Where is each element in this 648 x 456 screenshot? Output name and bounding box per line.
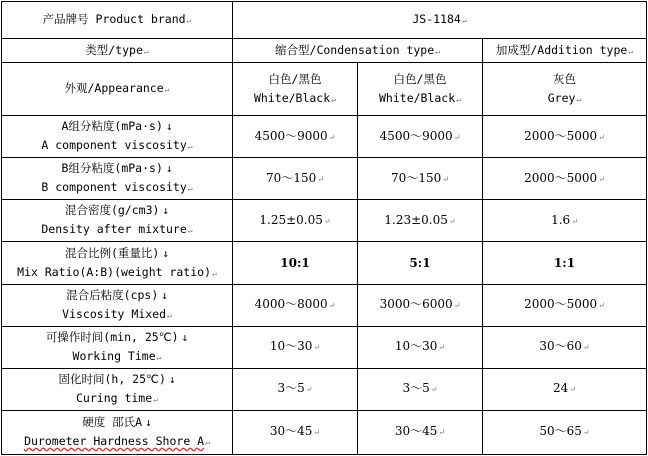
mix-ratio-row: [2, 242, 647, 284]
cell-value: 24: [553, 381, 569, 396]
cell-value: 5:1: [409, 255, 431, 270]
brand-label-cell: [2, 2, 233, 39]
curing-time-condensation-2-cell: [358, 368, 483, 410]
paragraph-mark-icon: ↵: [186, 16, 192, 26]
row-label-cn: 可操作时间(min, 25℃): [45, 329, 179, 344]
cell-value: 1.23±0.05: [384, 212, 448, 227]
paragraph-mark-icon: ↵: [430, 385, 438, 395]
paragraph-mark-icon: ↵: [305, 385, 313, 395]
working-time-condensation-2-cell: [358, 326, 483, 368]
row-label-cn: 固化时间(h, 25℃): [58, 371, 166, 386]
brand-value: JS-1184: [412, 12, 461, 27]
curing-time-row: [2, 368, 647, 410]
curing-time-condensation-1-cell: [233, 368, 358, 410]
row-label-en: Density after mixture: [41, 222, 187, 237]
type-row: [2, 39, 647, 63]
value-bottom: White/Black: [379, 90, 456, 105]
cell-value: 3～5: [277, 381, 305, 396]
value-top: 白色/黑色: [393, 71, 447, 86]
viscosity-mixed-addition-cell: [483, 284, 647, 326]
line-break-icon: ↓: [168, 372, 176, 386]
paragraph-mark-icon: ↵: [571, 216, 578, 226]
appearance-condensation-2-cell: [358, 63, 483, 116]
row-label-cn: 硬度 邵氏A: [82, 414, 143, 429]
paragraph-mark-icon: ↵: [438, 428, 446, 438]
paragraph-mark-icon: ↵: [453, 132, 461, 142]
row-label-cn: 混合比例(重量比): [65, 245, 160, 260]
paragraph-mark-icon: ↵: [598, 301, 605, 311]
paragraph-mark-icon: ↵: [143, 46, 149, 56]
paragraph-mark-icon: ↵: [598, 132, 605, 142]
row-label-en: Mix Ratio(A:B)(weight ratio): [17, 264, 212, 279]
paragraph-mark-icon: ↵: [313, 343, 321, 353]
b-viscosity-addition-cell: [483, 158, 647, 200]
line-break-icon: ↓: [165, 162, 173, 176]
paragraph-mark-icon: ↵: [628, 46, 634, 56]
paragraph-mark-icon: ↵: [448, 216, 456, 226]
a-viscosity-condensation-1-cell: [233, 116, 358, 158]
cell-value: 4000～8000: [254, 297, 328, 312]
value-top: 灰色: [553, 71, 576, 86]
spec-table: [1, 1, 647, 455]
mix-ratio-condensation-1-cell: [233, 242, 358, 284]
row-label-en: Curing time: [76, 390, 153, 405]
value-top: 白色/黑色: [268, 71, 322, 86]
a-viscosity-condensation-2-cell: [358, 116, 483, 158]
cell-value: 10:1: [280, 255, 310, 270]
brand-label: 产品牌号 Product brand: [42, 12, 186, 27]
mix-ratio-addition-cell: [483, 242, 647, 284]
working-time-label-cell: [2, 326, 233, 368]
cell-value: 2000～5000: [524, 297, 598, 312]
cell-value: 1.25±0.05: [259, 212, 323, 227]
density-row: [2, 200, 647, 242]
mix-ratio-condensation-2-cell: [358, 242, 483, 284]
paragraph-mark-icon: ↵: [598, 174, 605, 184]
brand-row: [2, 2, 647, 39]
cell-value: 2000～5000: [524, 170, 598, 185]
cell-value: 10～30: [394, 339, 438, 354]
cell-value: 1:1: [553, 255, 576, 270]
value-bottom: White/Black: [254, 90, 331, 105]
hardness-row: [2, 410, 647, 454]
paragraph-mark-icon: ↵: [187, 184, 193, 194]
line-break-icon: ↓: [181, 330, 189, 344]
cell-value: 3000～6000: [379, 297, 453, 312]
row-label-cn: 混合后粘度(cps): [66, 287, 159, 302]
b-viscosity-condensation-2-cell: [358, 158, 483, 200]
cell-value: 30～45: [394, 424, 438, 439]
curing-time-label-cell: [2, 368, 233, 410]
paragraph-mark-icon: ↵: [187, 142, 193, 152]
working-time-condensation-1-cell: [233, 326, 358, 368]
paragraph-mark-icon: ↵: [187, 226, 193, 236]
mix-ratio-label-cell: [2, 242, 233, 284]
paragraph-mark-icon: ↵: [205, 437, 210, 447]
row-label-en: Working Time: [72, 348, 156, 363]
paragraph-mark-icon: ↵: [442, 174, 449, 184]
b-viscosity-row: [2, 158, 647, 200]
value-bottom: Grey: [547, 90, 576, 105]
paragraph-mark-icon: ↵: [153, 394, 158, 404]
cell-value: 30～60: [539, 339, 582, 354]
paragraph-mark-icon: ↵: [331, 94, 336, 104]
paragraph-mark-icon: ↵: [164, 85, 170, 95]
paragraph-mark-icon: ↵: [582, 343, 590, 353]
working-time-row: [2, 326, 647, 368]
appearance-label-cell: [2, 63, 233, 116]
cell-value: 4500～9000: [254, 128, 328, 143]
density-condensation-2-cell: [358, 200, 483, 242]
line-break-icon: ↓: [165, 120, 173, 134]
addition-type-label: 加成型/Addition type: [495, 42, 628, 57]
addition-type-cell: [483, 39, 647, 63]
line-break-icon: ↓: [145, 415, 152, 429]
b-viscosity-label-cell: [2, 158, 233, 200]
paragraph-mark-icon: ↵: [453, 301, 461, 311]
cell-value: 2000～5000: [524, 128, 598, 143]
row-label-cn: B组分粘度(mPa·s): [61, 161, 163, 176]
paragraph-mark-icon: ↵: [435, 46, 440, 56]
a-viscosity-row: [2, 116, 647, 158]
b-viscosity-condensation-1-cell: [233, 158, 358, 200]
appearance-addition-cell: [483, 63, 647, 116]
paragraph-mark-icon: ↵: [323, 216, 331, 226]
cell-value: 10～30: [269, 339, 313, 354]
cell-value: 70～150: [266, 170, 317, 185]
paragraph-mark-icon: ↵: [582, 428, 590, 438]
paragraph-mark-icon: ↵: [328, 301, 336, 311]
appearance-condensation-1-cell: [233, 63, 358, 116]
a-viscosity-label-cell: [2, 116, 233, 158]
curing-time-addition-cell: [483, 368, 647, 410]
type-label-cell: [2, 39, 233, 63]
row-label-cn: A组分粘度(mPa·s): [61, 119, 163, 134]
cell-value: 1.6: [551, 212, 571, 227]
viscosity-mixed-label-cell: [2, 284, 233, 326]
cell-value: 30～45: [269, 424, 313, 439]
line-break-icon: ↓: [162, 246, 169, 260]
density-condensation-1-cell: [233, 200, 358, 242]
paragraph-mark-icon: ↵: [569, 385, 576, 395]
line-break-icon: ↓: [162, 204, 170, 218]
row-label-en: Viscosity Mixed: [62, 306, 167, 321]
hardness-condensation-1-cell: [233, 410, 358, 454]
row-label-en: Durometer Hardness Shore A: [24, 433, 205, 448]
line-break-icon: ↓: [161, 288, 168, 302]
paragraph-mark-icon: ↵: [576, 94, 582, 104]
density-addition-cell: [483, 200, 647, 242]
working-time-addition-cell: [483, 326, 647, 368]
cell-value: 4500～9000: [379, 128, 453, 143]
paragraph-mark-icon: ↵: [167, 310, 172, 320]
viscosity-mixed-condensation-2-cell: [358, 284, 483, 326]
viscosity-mixed-condensation-1-cell: [233, 284, 358, 326]
condensation-type-label: 缩合型/Condensation type: [275, 42, 435, 57]
paragraph-mark-icon: ↵: [313, 428, 321, 438]
a-viscosity-addition-cell: [483, 116, 647, 158]
row-label-en: A component viscosity: [41, 138, 187, 153]
paragraph-mark-icon: ↵: [456, 94, 461, 104]
paragraph-mark-icon: ↵: [328, 132, 336, 142]
hardness-label-cell: [2, 410, 233, 454]
viscosity-mixed-row: [2, 284, 647, 326]
row-label-cn: 混合密度(g/cm3): [64, 203, 160, 218]
density-label-cell: [2, 200, 233, 242]
paragraph-mark-icon: ↵: [438, 343, 446, 353]
row-label-cn: 外观/Appearance: [64, 81, 164, 96]
condensation-type-cell: [233, 39, 483, 63]
paragraph-mark-icon: ↵: [461, 16, 467, 26]
cell-value: 70～150: [391, 170, 442, 185]
paragraph-mark-icon: ↵: [317, 174, 324, 184]
type-label: 类型/type: [85, 42, 143, 57]
cell-value: 3～5: [402, 381, 430, 396]
appearance-row: [2, 63, 647, 116]
row-label-en: B component viscosity: [41, 180, 187, 195]
paragraph-mark-icon: ↵: [212, 268, 217, 278]
brand-value-cell: [233, 2, 647, 39]
hardness-condensation-2-cell: [358, 410, 483, 454]
paragraph-mark-icon: ↵: [156, 352, 162, 362]
hardness-addition-cell: [483, 410, 647, 454]
cell-value: 50～65: [539, 424, 582, 439]
